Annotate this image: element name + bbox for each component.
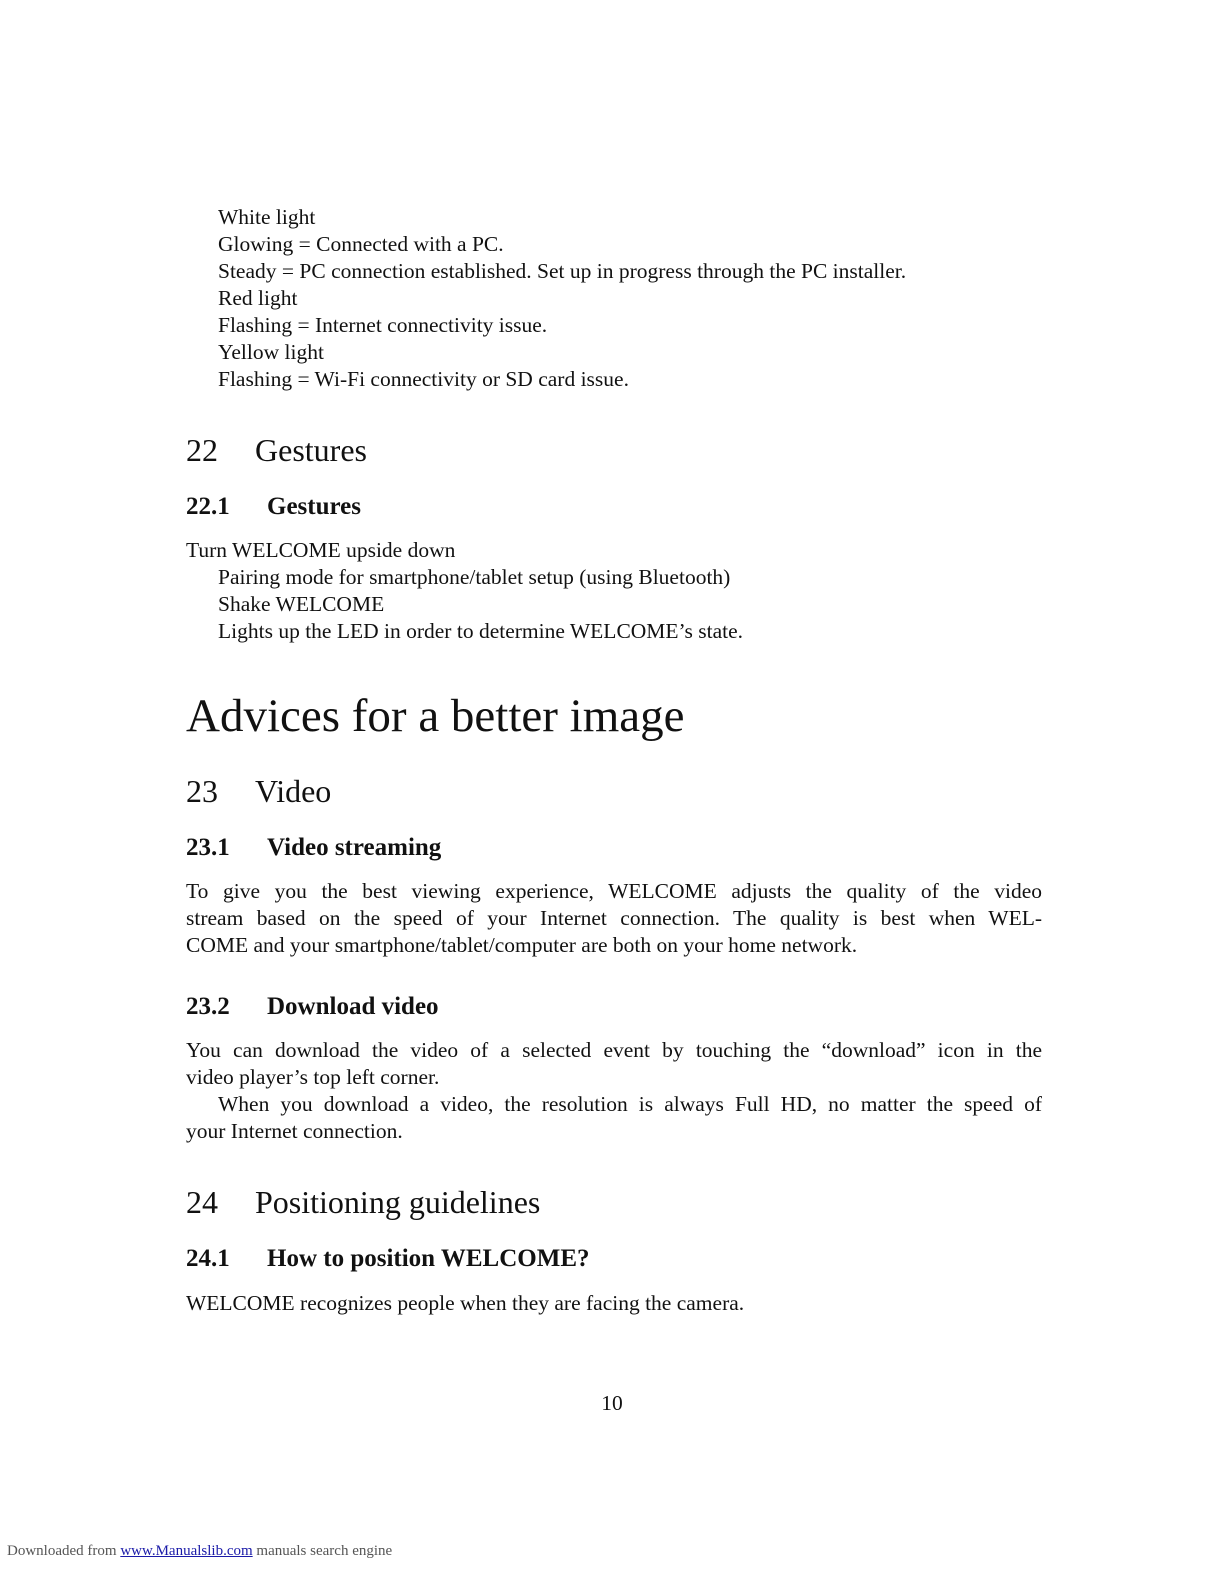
section-heading-22 (186, 430, 367, 470)
subsection-heading-23-1 (186, 832, 441, 864)
subsection-heading-22-1 (186, 491, 361, 523)
section-heading-23 (186, 771, 331, 811)
section-number: 24 (186, 1184, 218, 1220)
led-white-glowing: Glowing = Connected with a PC. (218, 232, 504, 256)
section-title: Video (255, 773, 332, 809)
paragraph-line: stream based on the speed of your Internet connection. The quality is best when WEL- (186, 906, 1042, 930)
paragraph-line: When you download a video, the resolution is always Full HD, no matter the speed of (218, 1092, 1042, 1116)
footer-suffix: manuals search engine (256, 1543, 393, 1559)
manualslib-link[interactable]: www.Manualslib.com (120, 1543, 253, 1559)
gesture-upside-down-desc: Pairing mode for smartphone/tablet setup (using Bluetooth) (218, 565, 731, 589)
led-white-steady: Steady = PC connection established. Set up in progress through the PC installer. (218, 259, 907, 283)
gesture-shake-desc: Lights up the LED in order to determine WELCOME’s state. (218, 619, 744, 643)
led-yellow-flashing: Flashing = Wi-Fi connectivity or SD card issue. (218, 367, 629, 391)
paragraph-line: video player’s top left corner. (186, 1065, 440, 1089)
subsection-title: Video streaming (267, 834, 442, 861)
led-yellow-heading: Yellow light (218, 340, 324, 364)
section-title: Positioning guidelines (255, 1184, 541, 1220)
subsection-heading-23-2 (186, 991, 439, 1023)
section-number: 23 (186, 773, 218, 809)
led-red-heading: Red light (218, 286, 298, 310)
page-number: 10 (601, 1391, 623, 1415)
section-number: 22 (186, 432, 218, 468)
subsection-number: 24.1 (186, 1245, 230, 1272)
paragraph-line: your Internet connection. (186, 1119, 403, 1143)
subsection-number: 22.1 (186, 493, 230, 520)
subsection-number: 23.1 (186, 834, 230, 861)
footer-prefix: Downloaded from (7, 1543, 117, 1559)
download-footer (7, 1541, 392, 1561)
led-white-heading: White light (218, 205, 316, 229)
section-title: Gestures (255, 432, 367, 468)
led-red-flashing: Flashing = Internet connectivity issue. (218, 313, 548, 337)
part-title: Advices for a better image (186, 690, 685, 742)
paragraph-line: You can download the video of a selected event by touching the “download” icon in the (186, 1038, 1042, 1062)
section-heading-24 (186, 1182, 540, 1222)
subsection-title: Gestures (267, 493, 361, 520)
paragraph-line: COME and your smartphone/tablet/computer are both on your home network. (186, 933, 858, 957)
gesture-upside-down: Turn WELCOME upside down (186, 538, 456, 562)
subsection-number: 23.2 (186, 993, 230, 1020)
paragraph-line: WELCOME recognizes people when they are facing the camera. (186, 1291, 745, 1315)
subsection-title: How to position WELCOME? (267, 1245, 590, 1272)
paragraph-line: To give you the best viewing experience, WELCOME adjusts the quality of the video (186, 879, 1042, 903)
subsection-heading-24-1 (186, 1243, 590, 1275)
subsection-title: Download video (267, 993, 439, 1020)
gesture-shake: Shake WELCOME (218, 592, 385, 616)
